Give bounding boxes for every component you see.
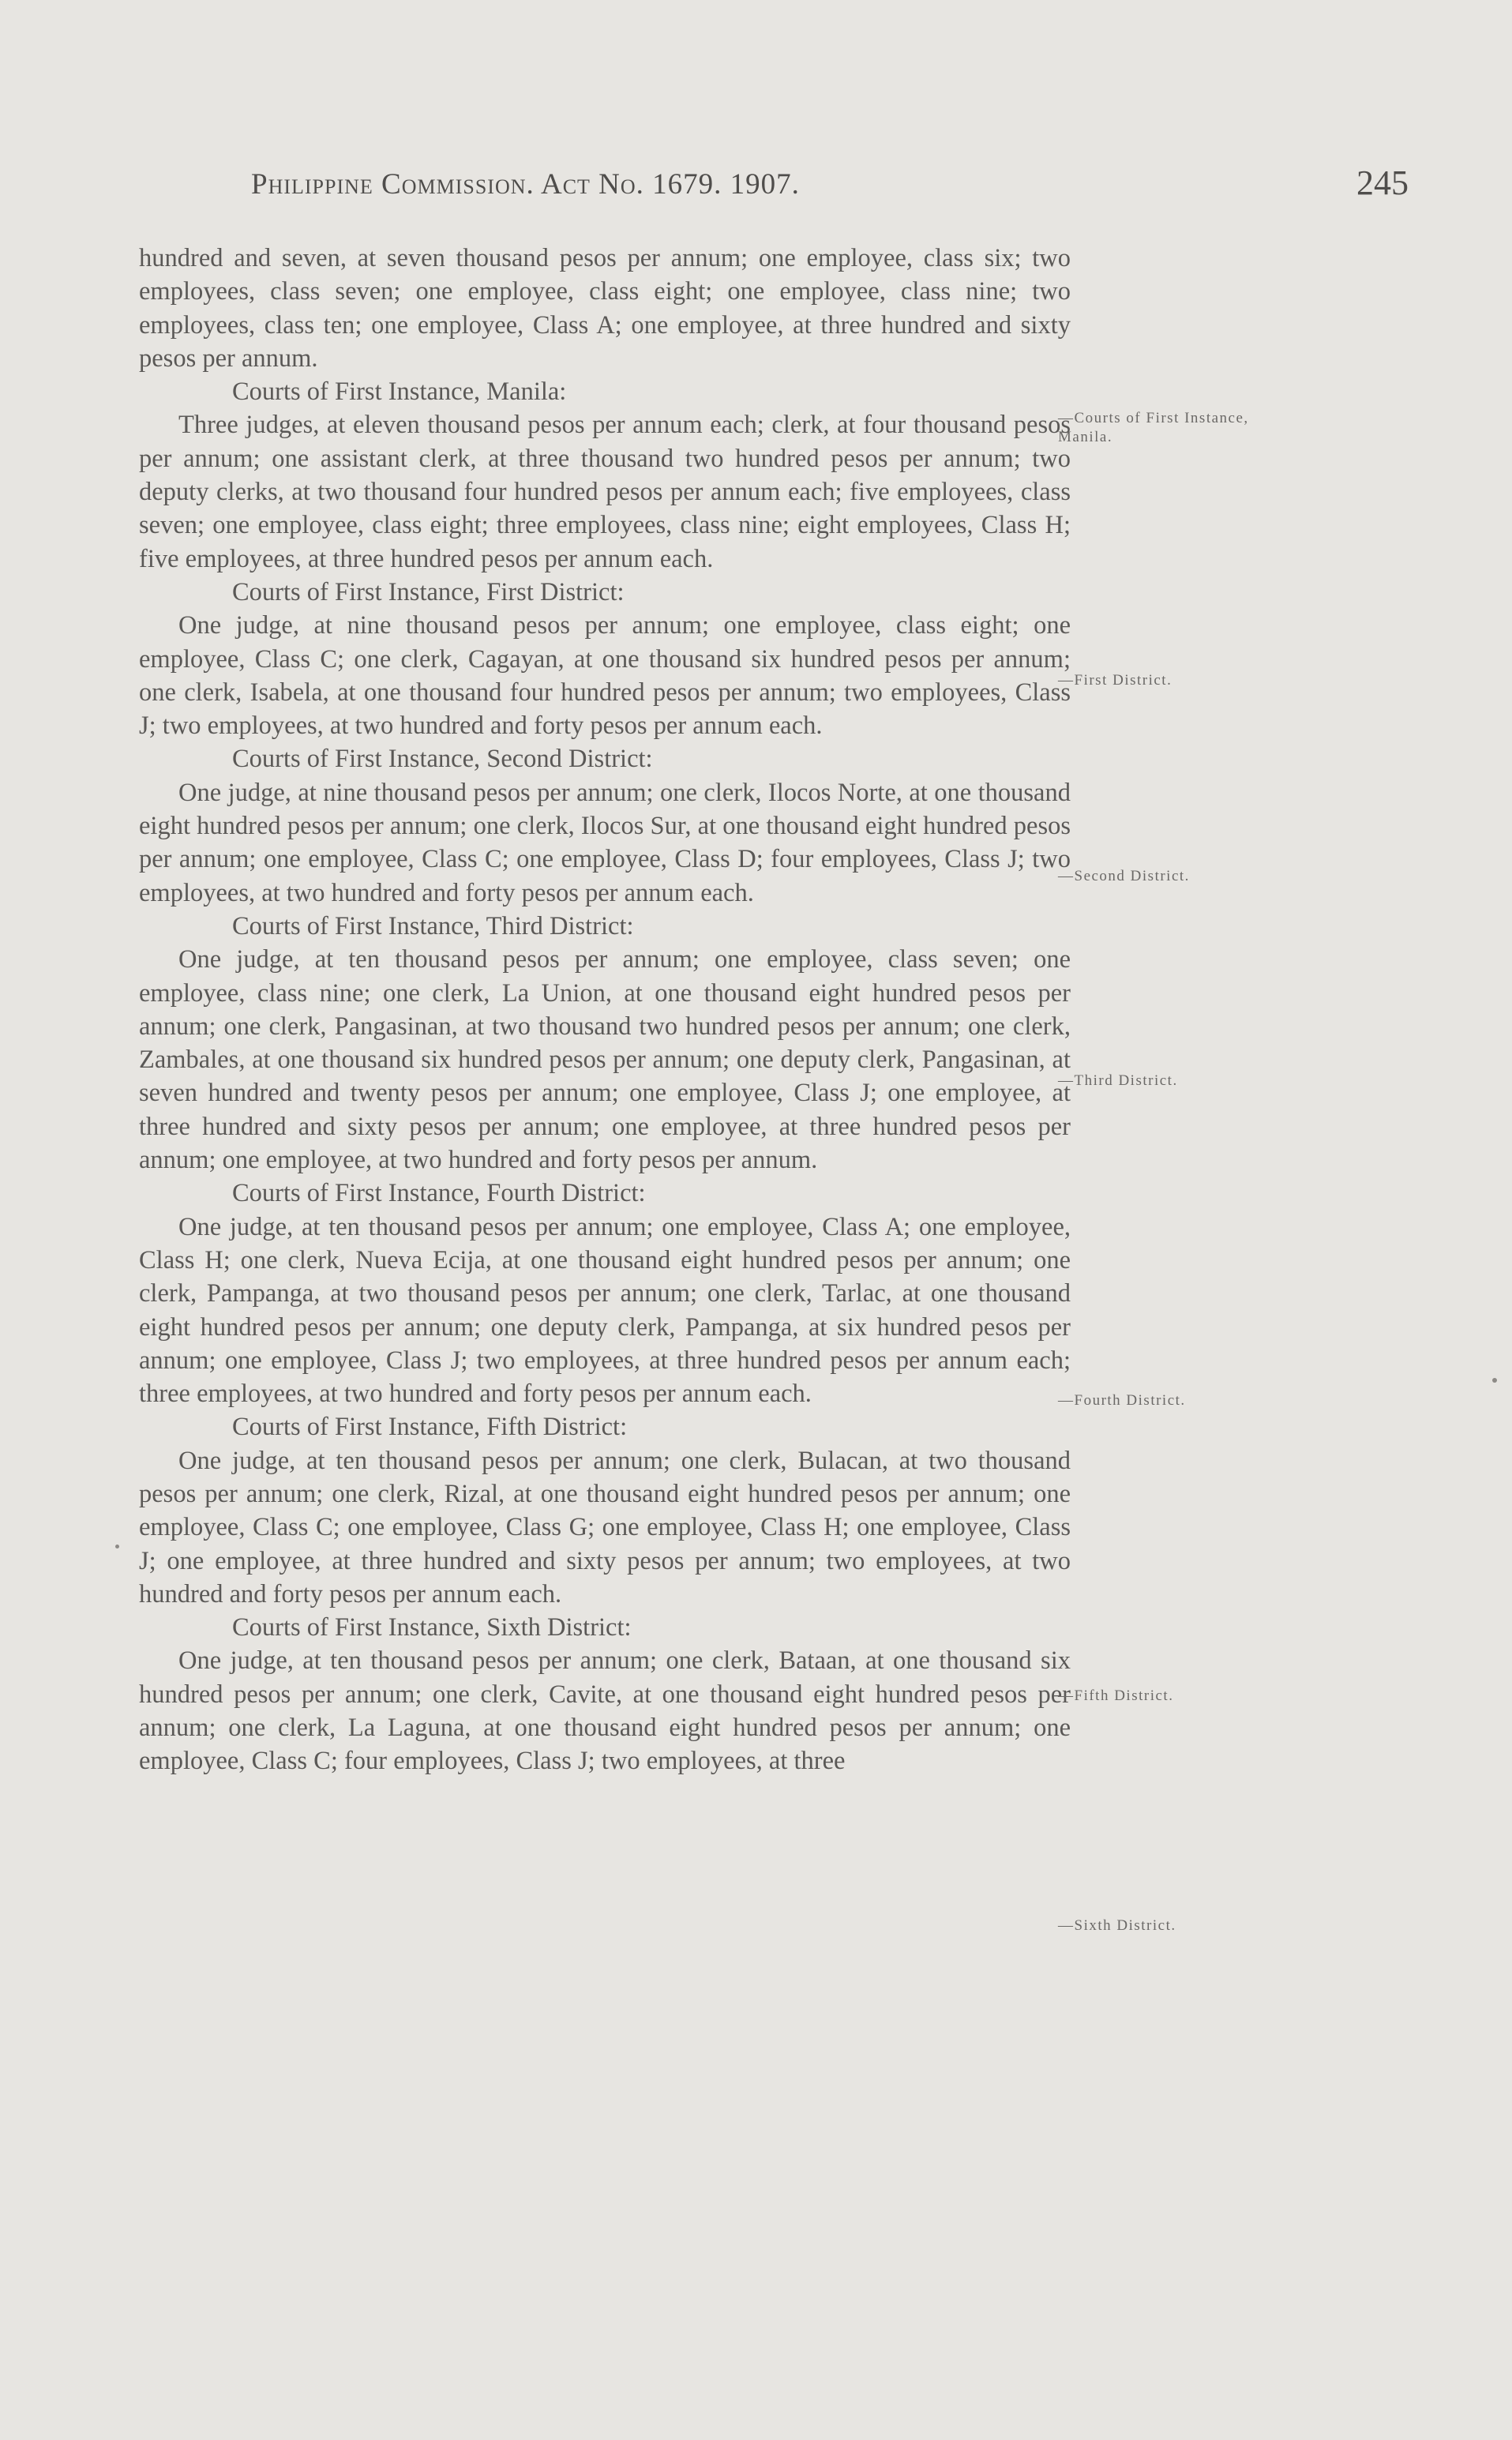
body-text [139, 242, 1071, 1778]
section-heading-second-district: Courts of First Instance, Second District: [232, 745, 653, 774]
margin-note-fifth-district: —Fifth District. [1058, 1687, 1174, 1704]
margin-note-sixth-district: —Sixth District. [1058, 1917, 1176, 1934]
paragraph: One judge, at ten thousand pesos per annum; one employee, class seven; one employee, class nine; one clerk, La Union, at one thousand eight hundred pesos per annum; one clerk, Pangasinan, at two thousand two hundred pesos per annum; one clerk, Zambales, at one thousand six hundred pesos per annum; one deputy clerk, Pangasinan, at seven hundred and twenty pesos per annum; one employee, Class J; one employee, at three hundred and sixty pesos per annum; one employee, at three hundred pesos per annum; one employee, at two hundred and forty pesos per annum. [139, 945, 1071, 1175]
paragraph: One judge, at ten thousand pesos per annum; one clerk, Bataan, at one thousand six hundred pesos per annum; one clerk, Cavite, at one thousand eight hundred pesos per annum; one clerk, La Laguna, at one thousand eight hundred pesos per annum; one employee, Class C; four employees, Class J; two employees, at three [139, 1646, 1071, 1776]
paragraph: One judge, at ten thousand pesos per annum; one employee, Class A; one employee, Class H; one clerk, Nueva Ecija, at one thousand eight hundred pesos per annum; one clerk, Pampanga, at two thousand pesos per annum; one clerk, Tarlac, at one thousand eight hundred pesos per annum; one deputy clerk, Pampanga, at six hundred pesos per annum; one employee, Class J; two employees, at three hundred pesos per annum each; three employees, at two hundred and forty pesos per annum each. [139, 1212, 1071, 1409]
running-title: Philippine Commission. Act No. 1679. 1907. [251, 168, 800, 201]
paper-speck [1492, 1378, 1497, 1383]
paragraph: One judge, at ten thousand pesos per annum; one clerk, Bulacan, at two thousand pesos per annum; one clerk, Rizal, at one thousand eight hundred pesos per annum; one employee, Class C; one employee, Class G; one employee, Class H; one employee, Class J; one employee, at three hundred and sixty pesos per annum; two employees, at two hundred and forty pesos per annum each. [139, 1446, 1071, 1609]
paper-speck [115, 1545, 119, 1548]
page-number: 245 [1356, 163, 1409, 202]
margin-note-manila: —Courts of First Instance, Manila. [1058, 410, 1249, 445]
section-heading-fourth-district: Courts of First Instance, Fourth District: [232, 1179, 646, 1208]
margin-note-second-district: —Second District. [1058, 868, 1190, 884]
section-heading-fifth-district: Courts of First Instance, Fifth District: [232, 1413, 628, 1442]
section-heading-manila: Courts of First Instance, Manila: [232, 377, 567, 407]
section-heading-first-district: Courts of First Instance, First District: [232, 577, 625, 606]
section-heading-sixth-district: Courts of First Instance, Sixth District: [232, 1613, 632, 1642]
paragraph: Three judges, at eleven thousand pesos per annum each; clerk, at four thousand pesos per annum; one assistant clerk, at three thousand two hundred pesos per annum; two deputy clerks, at two thousand four hundred pesos per annum each; five employees, class seven; one employee, class eight; three employees, class nine; eight employees, Class H; five employees, at three hundred pesos per annum each. [139, 411, 1071, 573]
paragraph: One judge, at nine thousand pesos per annum; one clerk, Ilocos Norte, at one thousand eight hundred pesos per annum; one clerk, Ilocos Sur, at one thousand eight hundred pesos per annum; one employee, Class C; one employee, Class D; four employees, Class J; two employees, at two hundred and forty pesos per annum each. [139, 778, 1071, 907]
margin-note-fourth-district: —Fourth District. [1058, 1392, 1186, 1409]
paragraph: One judge, at nine thousand pesos per annum; one employee, class eight; one employee, Class C; one clerk, Cagayan, at one thousand six hundred pesos per annum; one clerk, Isabela, at one thousand four hundred pesos per annum; two employees, Class J; two employees, at two hundred and forty pesos per annum each. [139, 611, 1071, 741]
margin-note-first-district: —First District. [1058, 672, 1172, 689]
section-heading-third-district: Courts of First Instance, Third District: [232, 911, 634, 940]
paragraph: hundred and seven, at seven thousand pesos per annum; one employee, class six; two employees, class seven; one employee, class eight; one employee, class nine; two employees, class ten; one employee, Class A; one employee, at three hundred and sixty pesos per annum. [139, 244, 1071, 373]
margin-note-third-district: —Third District. [1058, 1072, 1178, 1089]
